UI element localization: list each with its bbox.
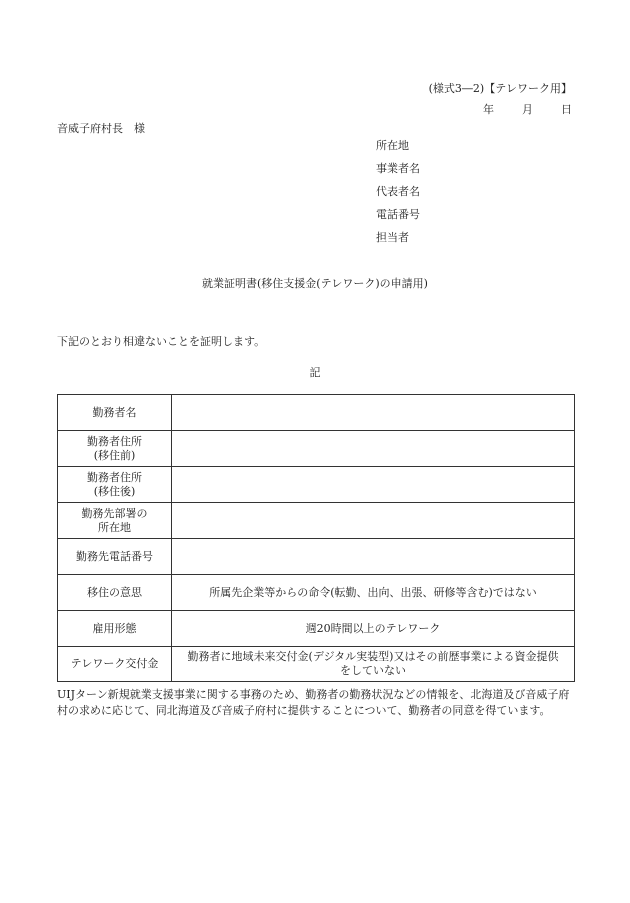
document-title: 就業証明書(移住支援金(テレワーク)の申請用) (202, 277, 428, 290)
row-label (58, 575, 172, 611)
row-label (58, 467, 172, 503)
address-after-field[interactable] (172, 467, 575, 503)
employment-type-value: 週20時間以上のテレワーク (172, 611, 575, 647)
worker-name-field[interactable] (172, 395, 575, 431)
table-row (58, 395, 575, 431)
org-field-contact-person: 担当者 (376, 231, 409, 244)
consent-note: UIJターン新規就業支援事業に関する事務のため、勤務者の勤務状況などの情報を、北海道及び音威子府村の求めに応じて、同北海道及び音威子府村に提供することについて、勤務者の同意を得ています。 (57, 688, 570, 717)
row-label (58, 431, 172, 467)
certificate-table (57, 394, 575, 682)
relocation-intent-value: 所属先企業等からの命令(転勤、出向、出張、研修等含む)ではない (172, 575, 575, 611)
table-row (58, 575, 575, 611)
addressee: 音威子府村長 様 (57, 122, 145, 135)
table-row (58, 611, 575, 647)
date-month: 月 (522, 103, 533, 116)
department-address-field[interactable] (172, 503, 575, 539)
table-row (58, 647, 575, 682)
form-number: (様式3―2)【テレワーク用】 (428, 82, 572, 95)
row-label (58, 647, 172, 682)
table-row (58, 503, 575, 539)
table-row (58, 431, 575, 467)
table-row (58, 467, 575, 503)
worker-name-label: 勤務者名 (92, 405, 137, 419)
org-field-business-name: 事業者名 (376, 162, 420, 175)
address-after-label: 勤務者住所 (移住後) (87, 470, 142, 498)
org-field-representative: 代表者名 (376, 185, 420, 198)
workplace-phone-label: 勤務先電話番号 (76, 549, 153, 563)
department-address-label: 勤務先部署の 所在地 (81, 506, 148, 534)
address-before-field[interactable] (172, 431, 575, 467)
org-field-address: 所在地 (376, 139, 409, 152)
ki-heading: 記 (309, 366, 321, 379)
telework-grant-value: 勤務者に地域未来交付金(デジタル実装型)又はその前歴事業による資金提供 をしていない (172, 647, 575, 682)
org-field-phone: 電話番号 (376, 208, 420, 221)
workplace-phone-field[interactable] (172, 539, 575, 575)
date-day: 日 (561, 103, 572, 116)
employment-type-label: 雇用形態 (92, 621, 137, 635)
row-label (58, 395, 172, 431)
relocation-intent-label: 移住の意思 (87, 585, 142, 599)
telework-grant-label: テレワーク交付金 (70, 657, 159, 670)
address-before-label: 勤務者住所 (移住前) (87, 434, 142, 462)
date-year: 年 (483, 103, 494, 116)
intro-text: 下記のとおり相違ないことを証明します。 (57, 335, 266, 348)
table-row (58, 539, 575, 575)
row-label (58, 503, 172, 539)
date-line (483, 101, 572, 117)
row-label (58, 611, 172, 647)
row-label (58, 539, 172, 575)
